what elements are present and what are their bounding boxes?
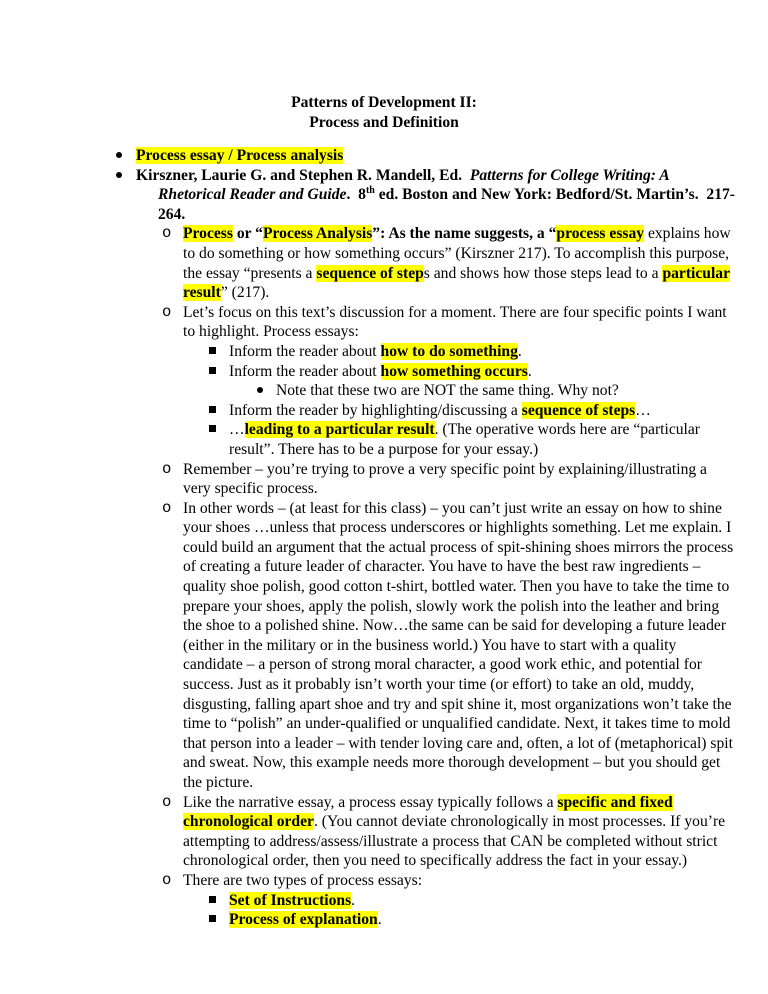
citation-edition: 8 — [358, 186, 366, 204]
sub-bullet-marker: o — [162, 870, 172, 889]
text-run: . — [351, 891, 356, 909]
square-bullet-icon — [209, 896, 216, 903]
bullet-icon — [116, 172, 122, 178]
sub-bullet-marker: o — [162, 302, 172, 321]
point-how-to-do — [0, 342, 739, 362]
highlight-sequence-of-steps: sequence of step — [316, 264, 424, 282]
square-bullet-icon — [209, 367, 216, 374]
citation-authors: Kirszner, Laurie G. and Stephen R. Mandell, Ed. — [136, 166, 463, 184]
text-run: Like the narrative essay, a process essay typically follows a — [183, 793, 558, 811]
paragraph-text: Note that these two are NOT the same thing. Why not? — [276, 382, 619, 400]
subitem-example — [0, 499, 738, 793]
subitem-definition — [0, 224, 738, 302]
subitem-two-types — [0, 871, 738, 891]
highlight-chronological-order: specific and fixed chronological order — [183, 793, 673, 831]
outline-list — [0, 146, 768, 930]
paragraph-text: There are two types of process essays: — [183, 871, 423, 889]
text-run: . — [527, 362, 532, 380]
sub-bullet-marker: o — [162, 224, 172, 243]
outline-item-citation: Kirszner, Laurie G. and Stephen R. Mandell, Ed. Patterns for College Writing: A Rhetorical Reader and Guide. 8th ed. Boston and New York: Bedford/St. Martin’s. 217-264. — [0, 166, 736, 225]
highlight-process-of-explanation: Process of explanation — [229, 911, 378, 929]
text-run: . — [377, 911, 382, 929]
subitem-chronological — [0, 793, 738, 871]
title-line-1: Patterns of Development II: — [291, 94, 477, 111]
text-run: ”: As the name suggests, a “ — [372, 225, 557, 243]
outline-item-process-essay — [0, 146, 736, 166]
sub-bullet-marker: o — [162, 498, 172, 517]
paragraph-text: In other words – (at least for this class) – you can’t just write an essay on how to shine your shoes …unless that process underscores or highlights something. Let me explain. I could build an argument that the actual process of spit-shining shoes mirrors the process of creating a future leader of character. You have to have the best raw ingredients – quality shoe polish, good cotton t-shirt, bottled water. Then you have to take the time to prepare your shoes, apply the polish, slowly work the polish into the leather and bring the shoe to a polished shine. Now…the same can be said for developing a future leader (either in the military or in the business world.) You have to start with a quality candidate – a person of strong moral character, a good work ethic, and potential for success. Just as it probably isn’t worth your time (or effort) to take an old, muddy, disgusting, falling apart shoe and try and spit shine it, most organizations won’t take the time to “polish” an under-qualified or unqualified candidate. Next, it takes time to mold that person into a leader – with tender loving care and, often, a lot of (metaphorical) spit and sweat. Now, this example needs more thorough development – but you should get the picture. — [183, 499, 734, 791]
text-run: . (You cannot deviate chronologically in most processes. If you’re attempting to address/assess/illustrate a process that CAN be completed without strict chronological order, then you need to specifically address the fact in your essay.) — [183, 813, 726, 870]
square-bullet-icon — [209, 347, 216, 354]
subitem-remember — [0, 460, 738, 499]
highlight-how-something-occurs: how something occurs — [380, 362, 528, 380]
highlight-how-to-do-something: how to do something — [380, 342, 518, 360]
text-run: Inform the reader by highlighting/discussing a — [229, 401, 522, 419]
highlight-sequence-of-steps: sequence of steps — [521, 401, 636, 419]
highlighted-heading: Process essay / Process analysis — [136, 147, 344, 164]
text-run: explains how to do something or how something occurs” (Kirszner 217). To accomplish this purpose, the essay “presents a — [183, 225, 731, 282]
text-run: or “ — [232, 225, 263, 243]
citation-edition-suffix: th — [365, 185, 375, 196]
text-run: Inform the reader about — [229, 362, 381, 380]
title-line-2: Process and Definition — [309, 113, 459, 131]
type-instructions — [0, 891, 739, 911]
text-run: ” (217). — [220, 284, 270, 302]
highlight-leading-to-result: leading to a particular result — [244, 421, 435, 439]
point-result — [0, 420, 739, 459]
text-run: . (The operative words here are “particular result”. There has to be a purpose for your essay.) — [229, 421, 700, 458]
text-run: Inform the reader about — [229, 342, 381, 360]
text-run: … — [229, 421, 245, 439]
sub-bullet-marker: o — [162, 459, 172, 478]
text-run: s and shows how those steps lead to a — [423, 264, 663, 282]
highlight-set-of-instructions: Set of Instructions — [229, 891, 352, 909]
citation-book-title: Patterns for College Writing: A Rhetorical Reader and Guide — [158, 166, 669, 204]
citation-pages: 217-264. — [158, 186, 735, 223]
point-how-occurs — [0, 362, 739, 382]
bullet-icon — [116, 152, 122, 158]
point-sequence — [0, 401, 739, 421]
note-not-same — [0, 381, 736, 401]
square-bullet-icon — [209, 406, 216, 413]
highlight-particular-result: particular result — [183, 264, 731, 302]
bullet-icon — [257, 387, 263, 393]
square-bullet-icon — [209, 425, 216, 432]
subitem-four-points — [0, 303, 738, 342]
text-run: … — [635, 401, 651, 419]
highlight-process: Process — [183, 225, 233, 243]
type-explanation — [0, 910, 739, 930]
paragraph-text: Remember – you’re trying to prove a very specific point by explaining/illustrating a very specific process. — [183, 460, 707, 498]
square-bullet-icon — [209, 915, 216, 922]
highlight-process-analysis: Process Analysis — [262, 225, 373, 243]
highlight-process-essay: process essay — [556, 225, 645, 243]
document-title — [0, 93, 768, 132]
citation-publisher: ed. Boston and New York: Bedford/St. Martin’s — [378, 186, 695, 204]
text-run: . — [517, 342, 522, 360]
paragraph-text: Let’s focus on this text’s discussion for a moment. There are four specific points I want to highlight. Process essays: — [183, 303, 727, 341]
sub-bullet-marker: o — [162, 792, 172, 811]
